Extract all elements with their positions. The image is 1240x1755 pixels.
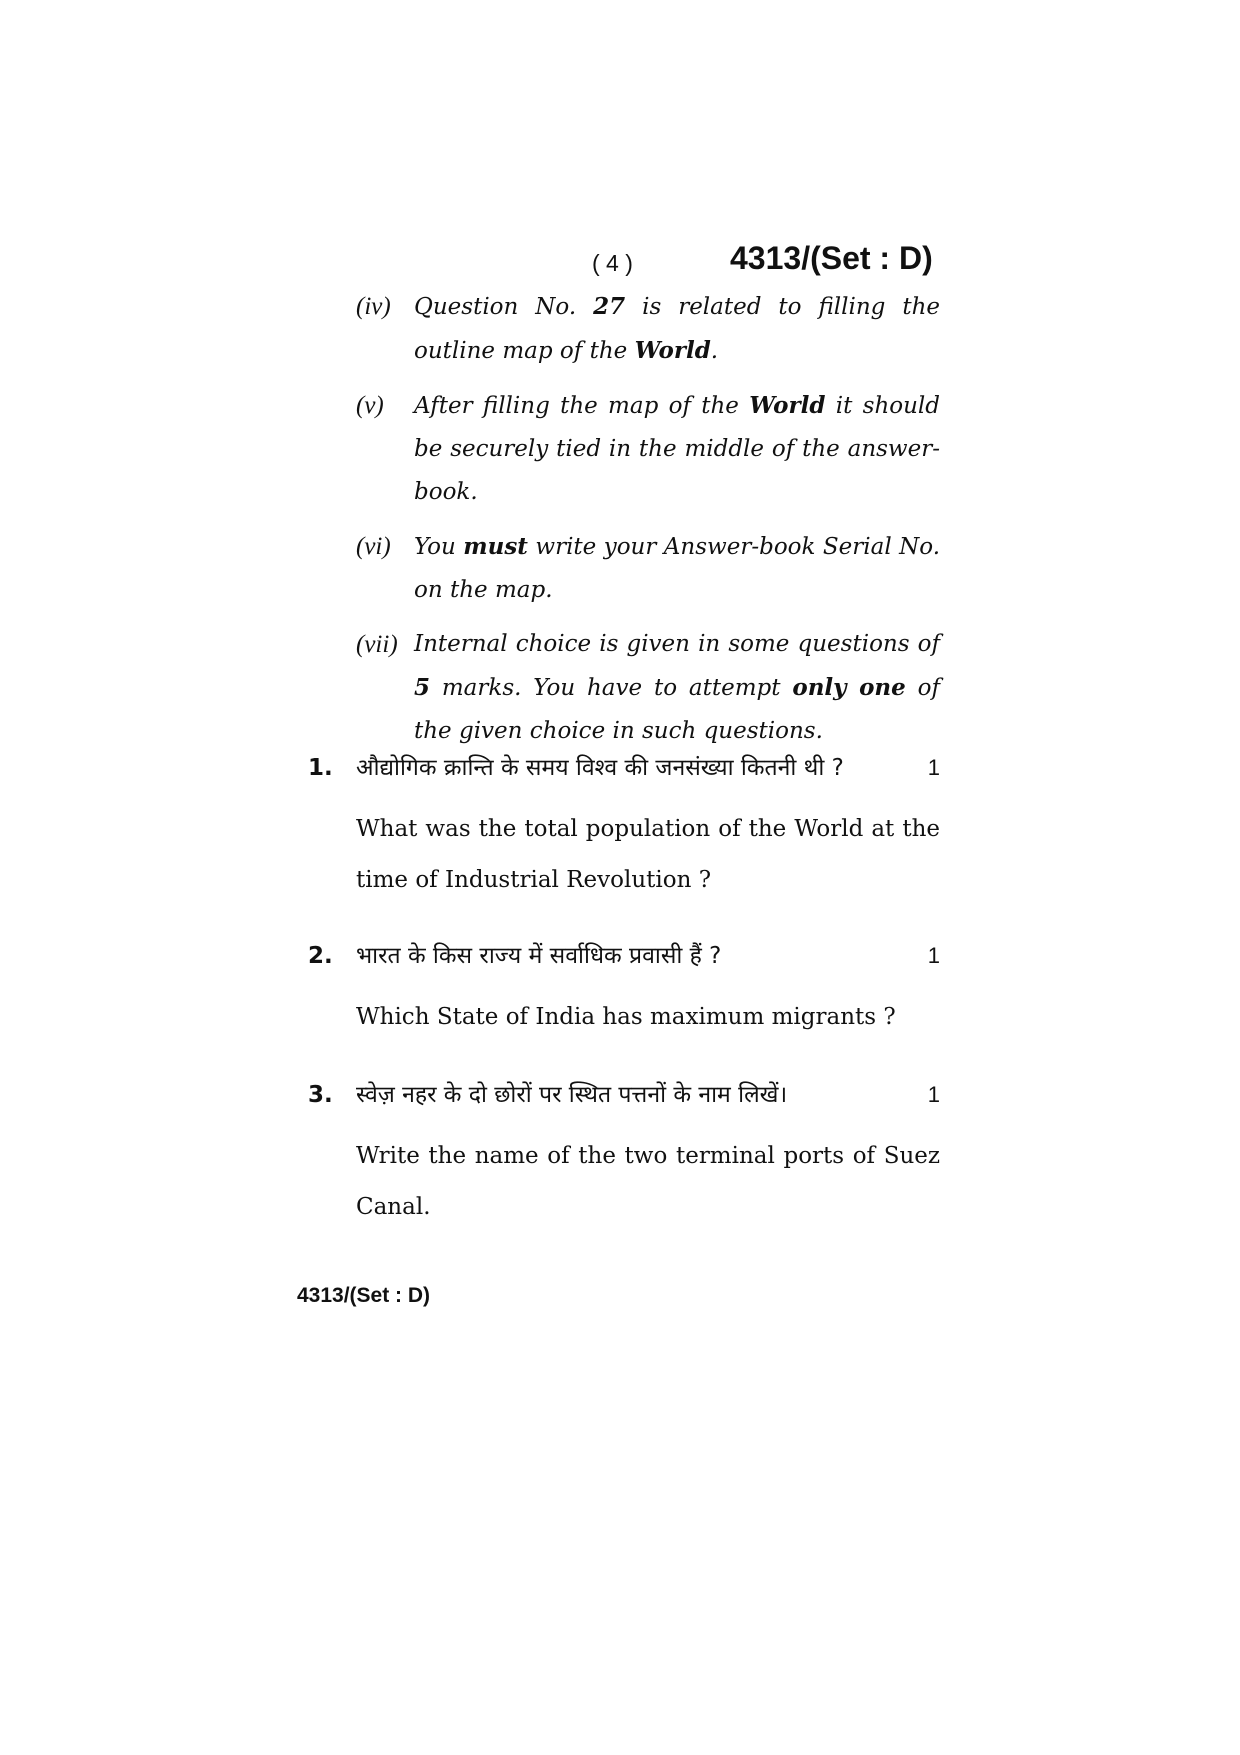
question-2	[308, 938, 940, 1043]
instruction-numeral: (vi)	[356, 533, 391, 560]
question-marks: 1	[927, 943, 940, 968]
question-number: 2.	[308, 943, 333, 969]
question-3	[308, 1077, 940, 1233]
instruction-text: Question No. 27 is related to filling the outline map of the World.	[414, 293, 941, 364]
instruction-numeral: (vii)	[356, 631, 398, 658]
question-number: 3.	[308, 1082, 333, 1108]
paper-code-header: 4313/(Set : D)	[730, 240, 933, 276]
instruction-vi	[356, 525, 940, 612]
instruction-vii	[356, 623, 940, 753]
instruction-text: You must write your Answer-book Serial No. on the map.	[414, 533, 941, 603]
question-english-text: Which State of India has maximum migrants ?	[356, 1004, 896, 1030]
question-hindi-text: भारत के किस राज्य में सर्वाधिक प्रवासी हैं ?	[356, 943, 722, 969]
instruction-numeral: (v)	[356, 392, 384, 419]
instruction-iv	[356, 285, 940, 373]
question-1	[308, 750, 940, 906]
question-number: 1.	[308, 755, 333, 781]
instruction-text: After filling the map of the World it should be securely tied in the middle of the answer-book.	[414, 392, 940, 505]
paper-code-footer: 4313/(Set : D)	[297, 1284, 431, 1307]
instruction-numeral: (iv)	[356, 293, 391, 320]
question-marks: 1	[927, 1082, 940, 1107]
question-marks: 1	[927, 755, 940, 780]
instruction-text: Internal choice is given in some questions of 5 marks. You have to attempt only one of the given choice in such questions.	[414, 631, 940, 744]
question-hindi-text: स्वेज़ नहर के दो छोरों पर स्थित पत्तनों के नाम लिखें।	[356, 1082, 788, 1108]
page-number: ( 4 )	[592, 250, 633, 276]
question-english-text: Write the name of the two terminal ports of Suez Canal.	[356, 1143, 940, 1220]
question-english-text: What was the total population of the World at the time of Industrial Revolution ?	[356, 816, 940, 893]
question-hindi-text: औद्योगिक क्रान्ति के समय विश्व की जनसंख्या कितनी थी ?	[356, 755, 844, 781]
instruction-v	[356, 384, 940, 514]
instructions-list	[356, 285, 940, 764]
